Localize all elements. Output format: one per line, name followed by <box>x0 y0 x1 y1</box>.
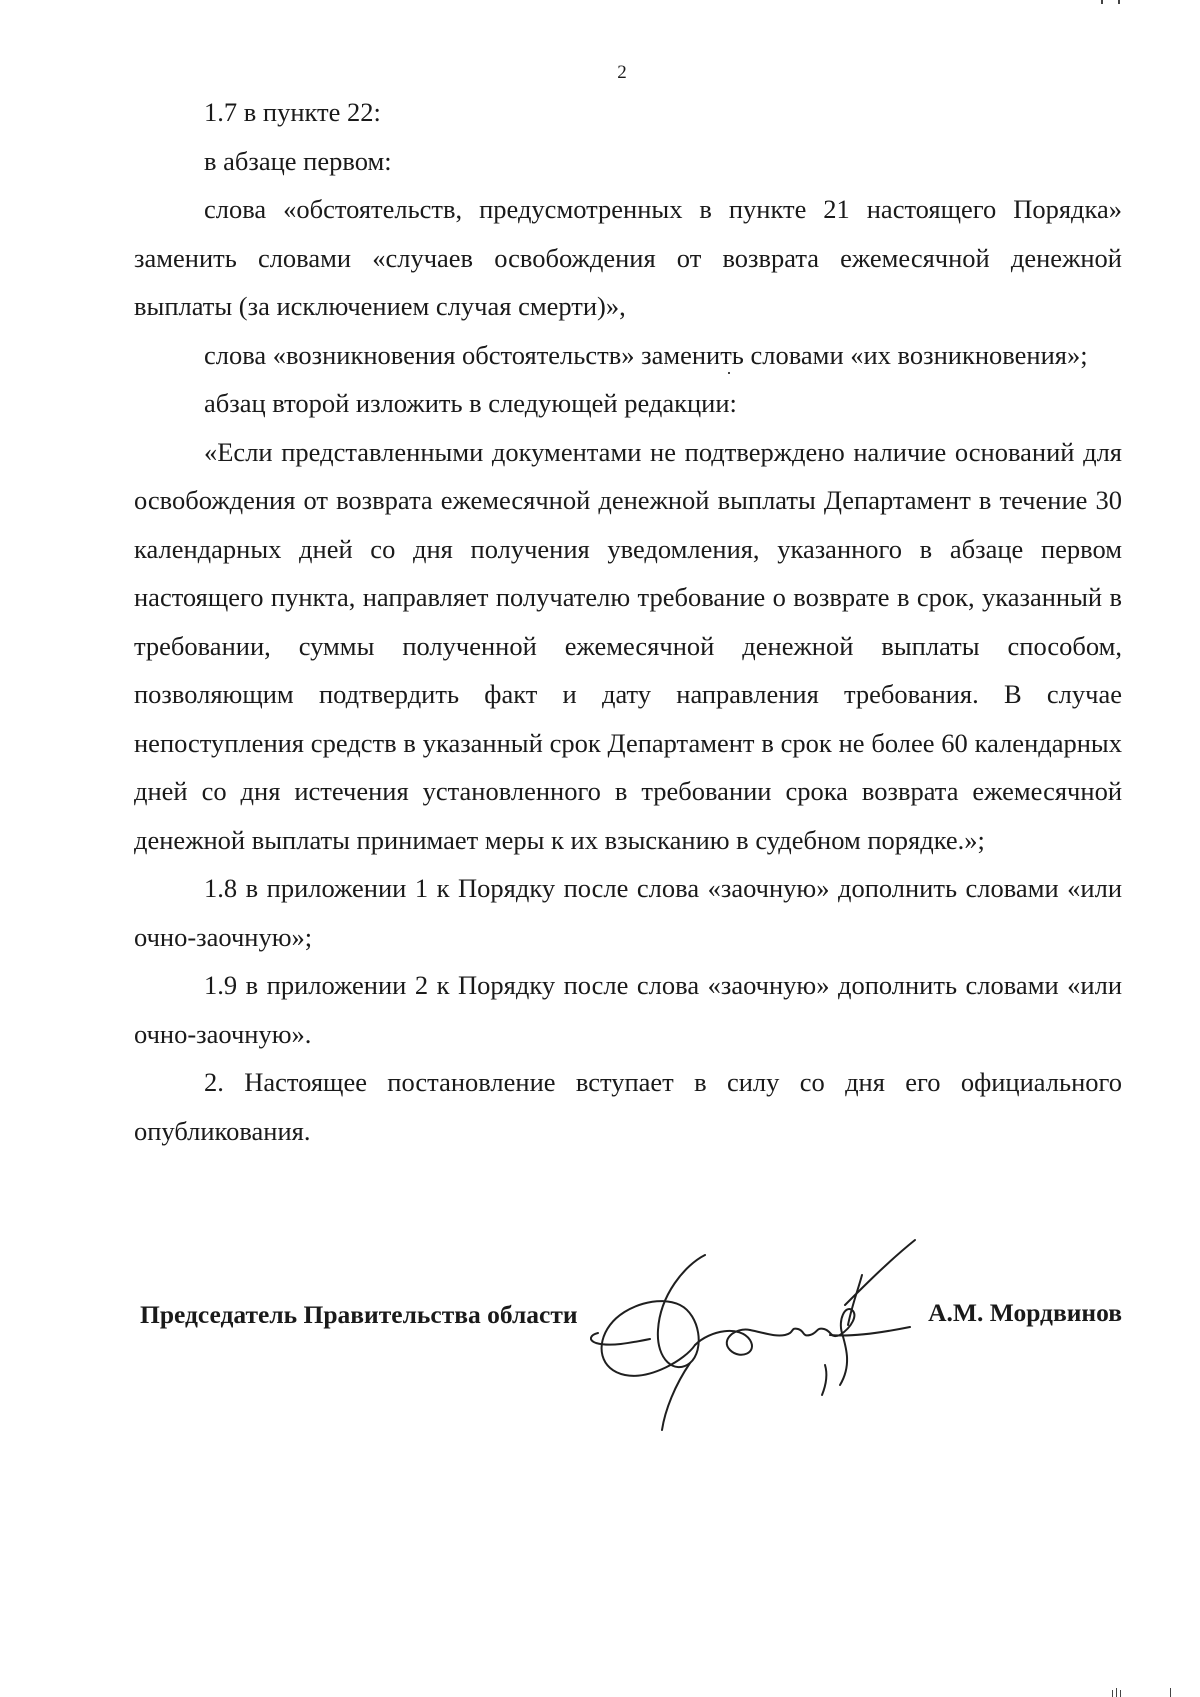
handwritten-signature-icon <box>590 1235 930 1435</box>
signatory-name: А.М. Мордвинов <box>928 1298 1122 1327</box>
page-number: 2 <box>617 62 627 83</box>
scan-artifact <box>1170 1688 1171 1697</box>
scan-artifact <box>1118 0 1120 4</box>
paragraph-2-effective: 2. Настоящее постановление вступает в силу со дня его официального опубликования. <box>134 1067 1122 1146</box>
signatory-title: Председатель Правительства области <box>140 1300 578 1329</box>
paragraph-1-7-heading: 1.7 в пункте 22: <box>204 97 381 127</box>
scan-artifact <box>1116 1688 1117 1697</box>
paragraph-1-9: 1.9 в приложении 2 к Порядку после слова «заочную» дополнить словами «или очно-заочную». <box>134 970 1122 1049</box>
scan-artifact <box>728 372 730 374</box>
paragraph-new-wording: «Если представленными документами не подтверждено наличие оснований для освобождения от возврата ежемесячной денежной выплаты Департамент в течение 30 календарных дней со дня получения уведомления, указанного в абзаце первом настоящего пункта, направляет получателю требование о возврате в срок, указанный в требовании, суммы полученной ежемесячной денежной выплаты способом, позволяющим подтвердить факт и дату направления требования. В случае непоступления средств в указанный срок Департамент в срок не более 60 календарных дней со дня истечения установленного в требовании срока возврата ежемесячной денежной выплаты принимает меры к их взысканию в судебном порядке.»; <box>134 436 1122 855</box>
paragraph-1-8: 1.8 в приложении 1 к Порядку после слова «заочную» дополнить словами «или очно-заочную»; <box>134 873 1122 952</box>
scan-artifact <box>1120 1690 1121 1697</box>
document-body <box>134 88 1122 1155</box>
paragraph-replace-words-1: слова «обстоятельств, предусмотренных в пункте 21 настоящего Порядка» заменить словами «случаев освобождения от возврата ежемесячной денежной выплаты (за исключением случая смерти)», <box>134 194 1122 321</box>
paragraph-first-abzats: в абзаце первом: <box>204 145 392 176</box>
paragraph-replace-words-2: слова «возникновения обстоятельств» заменить словами «их возникновения»; <box>204 339 1088 370</box>
scan-artifact <box>1101 0 1103 4</box>
scan-artifact <box>1112 1690 1113 1697</box>
paragraph-second-abzats: абзац второй изложить в следующей редакции: <box>204 388 737 418</box>
